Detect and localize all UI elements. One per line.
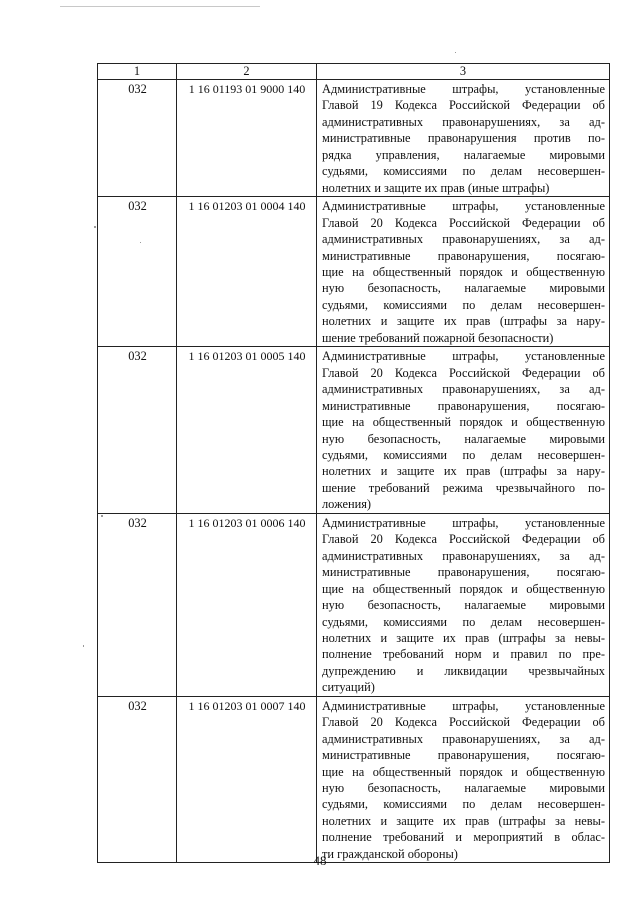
- description-cell: [317, 80, 610, 197]
- description-line: административных правонарушениях, за ад-: [322, 114, 605, 129]
- table-row: [98, 513, 610, 696]
- description-line: министративные правонарушения, посягаю-: [322, 398, 605, 413]
- description-line: министративные правонарушения, посягаю-: [322, 748, 605, 763]
- description-line: Административные штрафы, установленные: [322, 515, 605, 530]
- admin-code-cell: 032: [98, 197, 177, 347]
- table-row: [98, 197, 610, 347]
- table-row: [98, 347, 610, 514]
- kbk-code-cell: 1 16 01203 01 0007 140: [177, 696, 317, 863]
- scan-top-rule: [60, 6, 260, 7]
- description-line: судьями, комиссиями по делам несовершен-: [322, 297, 605, 312]
- admin-code-cell: 032: [98, 696, 177, 863]
- admin-code-cell: 032: [98, 80, 177, 197]
- description-line: административных правонарушениях, за ад-: [322, 232, 605, 247]
- description-line: полнение требований норм и правил по пре-: [322, 647, 605, 662]
- description-line: Административные штрафы, установленные: [322, 82, 605, 96]
- kbk-code-cell: 1 16 01193 01 9000 140: [177, 80, 317, 197]
- description-line: Административные штрафы, установленные: [322, 199, 605, 214]
- description-line: ложения): [322, 497, 372, 512]
- description-line: нолетних и защите их прав (штрафы за нару-: [322, 314, 605, 329]
- description-line: щие на общественный порядок и общественную: [322, 264, 605, 279]
- description-line: судьями, комиссиями по делам несовершен-: [322, 797, 605, 812]
- description-line: Главой 20 Кодекса Российской Федерации об: [322, 532, 605, 547]
- description-line: шение требований режима чрезвычайного по-: [322, 480, 605, 495]
- description-line: административных правонарушениях, за ад-: [322, 731, 605, 746]
- description-line: щие на общественный порядок и общественную: [322, 415, 605, 430]
- description-line: рядка управления, налагаемые мировыми: [322, 147, 605, 162]
- description-line: министративные правонарушения, посягаю-: [322, 248, 605, 263]
- description-line: Главой 19 Кодекса Российской Федерации об: [322, 98, 605, 113]
- admin-code-cell: 032: [98, 347, 177, 514]
- description-cell: [317, 347, 610, 514]
- description-line: ную безопасность, налагаемые мировыми: [322, 598, 605, 613]
- admin-code-cell: 032: [98, 513, 177, 696]
- description-cell: [317, 197, 610, 347]
- description-line: ситуаций): [322, 680, 375, 695]
- description-line: административных правонарушениях, за ад-: [322, 382, 605, 397]
- kbk-code-cell: 1 16 01203 01 0004 140: [177, 197, 317, 347]
- description-line: судьями, комиссиями по делам несовершен-: [322, 614, 605, 629]
- scan-speck: [94, 226, 96, 228]
- description-line: полнение требований и мероприятий в облас-: [322, 830, 605, 845]
- kbk-code-cell: 1 16 01203 01 0006 140: [177, 513, 317, 696]
- description-line: ную безопасность, налагаемые мировыми: [322, 781, 605, 796]
- scan-speck: [455, 52, 456, 53]
- description-line: шение требований пожарной безопасности): [322, 330, 554, 345]
- description-cell: [317, 696, 610, 863]
- description-line: ную безопасность, налагаемые мировыми: [322, 431, 605, 446]
- description-line: нолетних и защите их прав (иные штрафы): [322, 180, 550, 195]
- description-line: Главой 20 Кодекса Российской Федерации об: [322, 365, 605, 380]
- table-row: [98, 696, 610, 863]
- kbk-table: [97, 63, 610, 863]
- description-cell: [317, 513, 610, 696]
- description-line: судьями, комиссиями по делам несовершен-: [322, 164, 605, 179]
- scan-speck: [83, 645, 84, 647]
- description-line: нолетних и защите их прав (штрафы за нару-: [322, 464, 605, 479]
- description-line: Главой 20 Кодекса Российской Федерации об: [322, 215, 605, 230]
- description-line: Административные штрафы, установленные: [322, 698, 605, 713]
- table-row: [98, 80, 610, 197]
- description-line: дупреждению и ликвидации чрезвычайных: [322, 663, 605, 678]
- description-line: Главой 20 Кодекса Российской Федерации об: [322, 715, 605, 730]
- description-line: судьями, комиссиями по делам несовершен-: [322, 447, 605, 462]
- description-line: министративные правонарушения, посягаю-: [322, 565, 605, 580]
- header-col-3: 3: [317, 64, 610, 80]
- kbk-code-cell: 1 16 01203 01 0005 140: [177, 347, 317, 514]
- description-line: ную безопасность, налагаемые мировыми: [322, 281, 605, 296]
- description-line: нолетних и защите их прав (штрафы за невы-: [322, 630, 605, 645]
- header-col-1: 1: [98, 64, 177, 80]
- description-line: нолетних и защите их прав (штрафы за невы-: [322, 813, 605, 828]
- description-line: министративные правонарушения против по-: [322, 131, 605, 146]
- description-line: щие на общественный порядок и общественную: [322, 764, 605, 779]
- table-header-row: [98, 64, 610, 80]
- description-line: Административные штрафы, установленные: [322, 349, 605, 364]
- description-line: ти гражданской обороны): [322, 846, 458, 861]
- page-number: 48: [313, 853, 327, 868]
- header-col-2: 2: [177, 64, 317, 80]
- description-line: административных правонарушениях, за ад-: [322, 548, 605, 563]
- description-line: щие на общественный порядок и общественную: [322, 581, 605, 596]
